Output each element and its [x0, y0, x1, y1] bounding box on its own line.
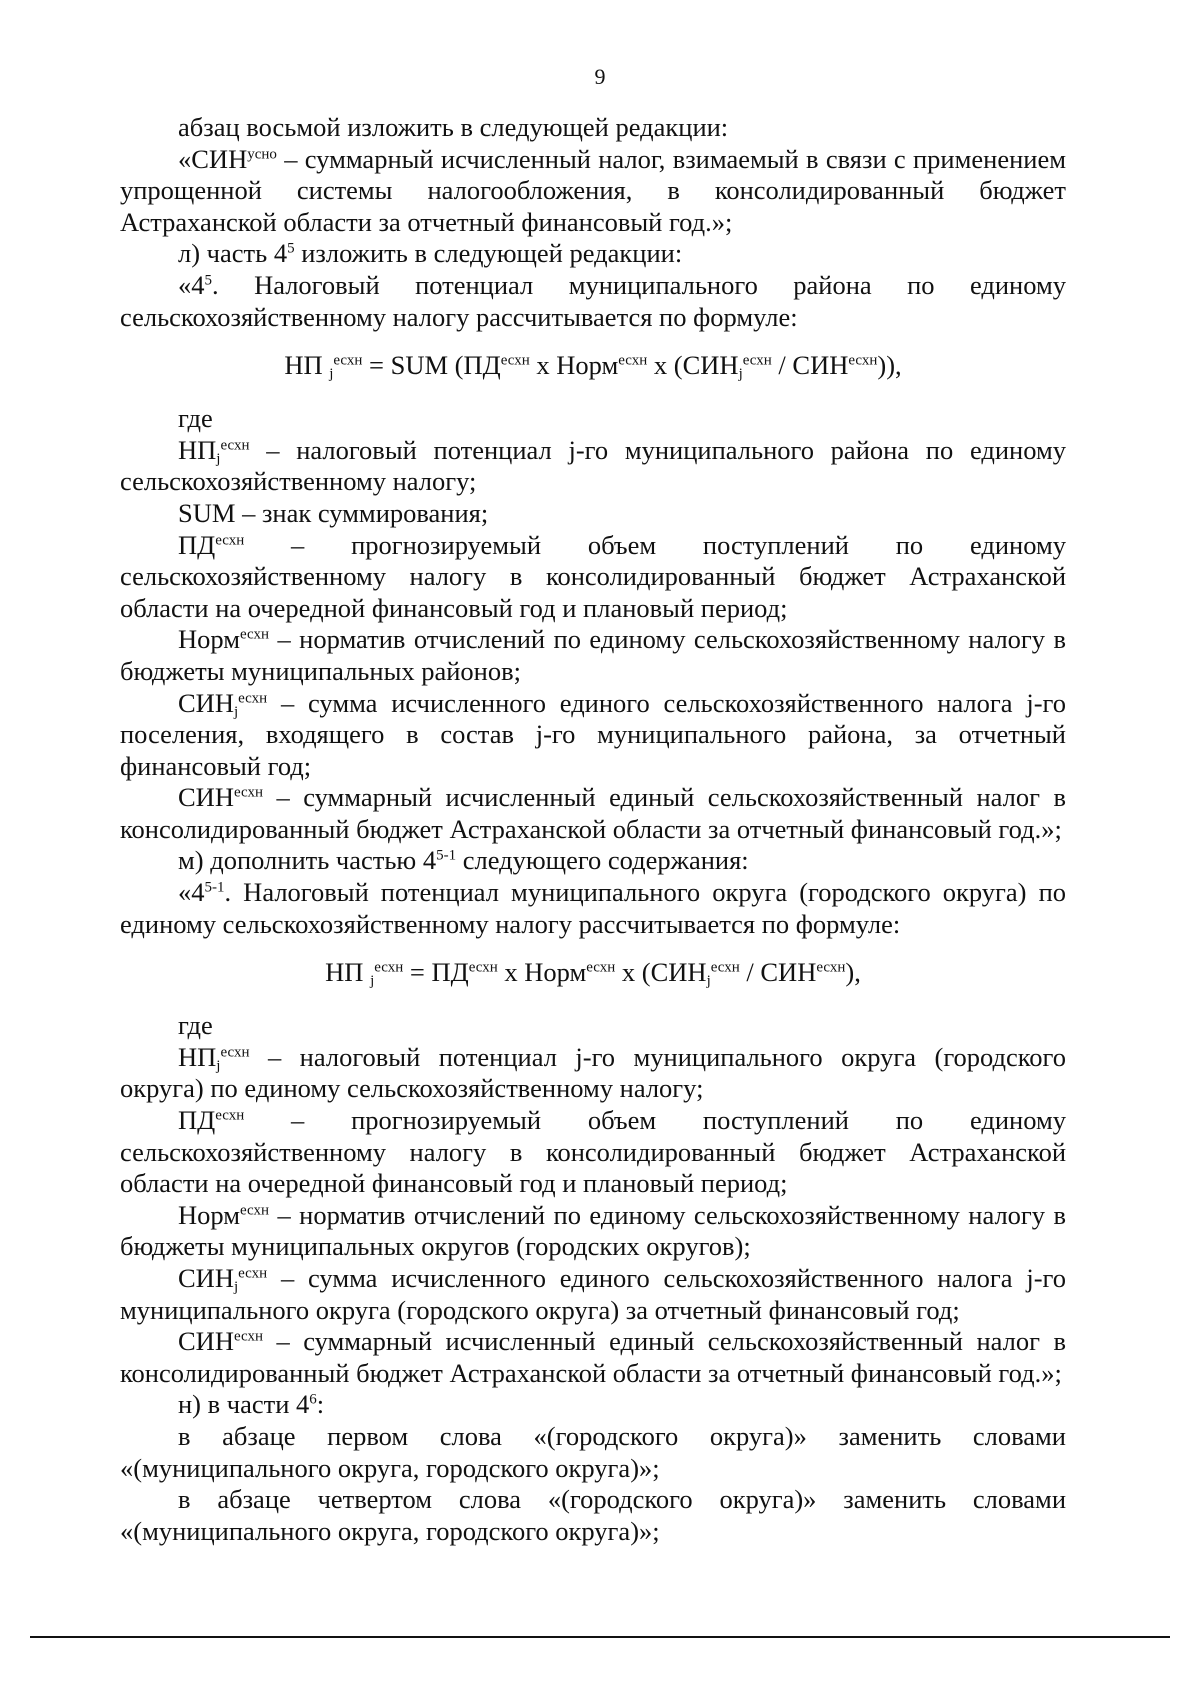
text: Норм — [178, 624, 241, 655]
formula-text: / СИН — [739, 957, 817, 988]
text: – суммарный исчисленный налог, взимаемый в связи с применением упрощенной системы налогообложения, в консолидированный бюджет Астраханской области за отчетный финансовый год.»; — [120, 143, 1066, 237]
definition-pd-okrug — [120, 1105, 1066, 1200]
text: СИН — [178, 687, 234, 718]
definition-np-okrug — [120, 1042, 1066, 1105]
text: . Налоговый потенциал муниципального района по единому сельскохозяйственному налогу рассчитывается по формуле: — [120, 269, 1066, 332]
text: . Налоговый потенциал муниципального округа (городского округа) по единому сельскохозяйственному налогу рассчитывается по формуле: — [120, 877, 1066, 939]
text: СИН — [178, 1263, 234, 1293]
paragraph-part-4-5 — [120, 270, 1066, 333]
text: л) часть 4 — [178, 238, 288, 269]
where-label — [120, 1010, 1066, 1042]
superscript: есхн — [238, 1265, 268, 1282]
definition-sinj-okrug — [120, 1263, 1066, 1326]
superscript: есхн — [500, 352, 530, 369]
formula-text: х (СИН — [647, 350, 739, 381]
formula-1 — [120, 345, 1066, 385]
superscript: 5 — [204, 272, 212, 289]
superscript: есхн — [233, 1328, 263, 1345]
subscript: j — [706, 973, 711, 989]
text: где — [178, 403, 213, 434]
paragraph-item-n — [120, 1389, 1066, 1421]
definition-sum — [120, 498, 1066, 530]
text: в абзаце первом слова «(городского округа)» заменить словами «(муниципального округа, городского округа)»; — [120, 1420, 1066, 1483]
subscript: j — [216, 450, 221, 467]
text: НП — [178, 1041, 217, 1072]
superscript: есхн — [215, 1107, 245, 1124]
formula-text: х Норм — [497, 957, 587, 988]
text: – прогнозируемый объем поступлений по единому сельскохозяйственному налогу в консолидированный бюджет Астраханской области на очередной финансовый год и плановый период; — [120, 1105, 1066, 1199]
superscript: есхн — [333, 352, 363, 369]
subscript: j — [216, 1057, 221, 1074]
text: «СИН — [178, 143, 248, 174]
superscript: есхн — [215, 531, 245, 548]
text: – налоговый потенциал j-го муниципального района по единому сельскохозяйственному налогу; — [120, 434, 1066, 497]
text: СИН — [178, 782, 234, 813]
definition-norm-okrug — [120, 1200, 1066, 1263]
text: : — [316, 1389, 325, 1420]
text: – прогнозируемый объем поступлений по единому сельскохозяйственному налогу в консолидированный бюджет Астраханской области на очередной финансовый год и плановый период; — [120, 529, 1066, 623]
superscript: есхн — [618, 352, 648, 369]
formula-text: НП — [284, 350, 330, 381]
superscript: есхн — [238, 689, 268, 706]
where-label — [120, 403, 1066, 435]
superscript: есхн — [374, 959, 404, 976]
text: – сумма исчисленного единого сельскохозяйственного налога j-го муниципального округа (городского округа) за отчетный финансовый год; — [120, 1263, 1066, 1325]
superscript: 6 — [309, 1391, 317, 1408]
paragraph-sin-usno — [120, 144, 1066, 239]
definition-norm — [120, 624, 1066, 687]
formula-text: = SUM (ПД — [362, 350, 501, 381]
text: абзац восьмой изложить в следующей редакции: — [178, 112, 729, 142]
superscript: 5-1 — [204, 879, 225, 896]
text: изложить в следующей редакции: — [294, 238, 683, 269]
formula-text: ), — [845, 957, 861, 988]
text: – норматив отчислений по единому сельскохозяйственному налогу в бюджеты муниципальных районов; — [120, 624, 1066, 686]
subscript: j — [233, 1278, 239, 1295]
text: «4 — [178, 877, 205, 908]
superscript: есхн — [816, 959, 846, 976]
superscript: есхн — [848, 352, 878, 369]
text: – сумма исчисленного единого сельскохозяйственного налога j-го поселения, входящего в состав j-го муниципального района, за отчетный финансовый год; — [120, 687, 1066, 781]
text: в абзаце четвертом слова «(городского округа)» заменить словами «(муниципального округа, городского округа)»; — [120, 1484, 1066, 1546]
text: СИН — [178, 1326, 234, 1357]
superscript: есхн — [742, 352, 772, 369]
footer-divider — [30, 1636, 1170, 1638]
paragraph-fourth-abzac — [120, 1484, 1066, 1547]
text: НП — [178, 434, 217, 465]
formula-text: НП — [325, 957, 371, 988]
text: – суммарный исчисленный единый сельскохозяйственный налог в консолидированный бюджет Астраханской области за отчетный финансовый год.»; — [120, 782, 1066, 844]
text: ПД — [178, 529, 216, 560]
definition-sin — [120, 782, 1066, 845]
subscript: j — [329, 365, 334, 382]
superscript: усно — [247, 145, 277, 162]
text: м) дополнить частью 4 — [178, 845, 437, 876]
paragraph-item-m — [120, 845, 1066, 877]
formula-text: х (СИН — [615, 957, 707, 988]
text: Норм — [178, 1199, 241, 1230]
formula-text: / СИН — [771, 350, 849, 381]
formula-2 — [120, 952, 1066, 992]
superscript: есхн — [220, 1044, 250, 1061]
superscript: есхн — [220, 437, 250, 453]
subscript: j — [370, 973, 375, 989]
text: ПД — [178, 1105, 216, 1136]
paragraph-part-4-5-1 — [120, 877, 1066, 940]
definition-np — [120, 435, 1066, 498]
formula-text: )), — [877, 350, 902, 381]
text: н) в части 4 — [178, 1389, 310, 1420]
superscript: есхн — [233, 784, 263, 801]
definition-sin-okrug — [120, 1326, 1066, 1389]
page-number: 9 — [594, 64, 606, 89]
superscript: есхн — [468, 959, 498, 976]
superscript: 5 — [287, 240, 295, 257]
paragraph-first-abzac — [120, 1421, 1066, 1484]
formula-text: = ПД — [403, 957, 469, 988]
text: – налоговый потенциал j-го муниципального округа (городского округа) по единому сельскохозяйственному налогу; — [120, 1041, 1066, 1104]
text: – норматив отчислений по единому сельскохозяйственному налогу в бюджеты муниципальных округов (городских округов); — [120, 1199, 1066, 1262]
subscript: j — [738, 365, 743, 382]
subscript: j — [233, 703, 239, 720]
superscript: есхн — [240, 626, 270, 643]
document-body — [120, 112, 1066, 1547]
paragraph-intro — [120, 112, 1066, 144]
definition-pd — [120, 530, 1066, 625]
superscript: есхн — [240, 1202, 270, 1219]
paragraph-item-l — [120, 238, 1066, 270]
superscript: есхн — [710, 959, 740, 976]
text: где — [178, 1010, 213, 1041]
definition-sinj — [120, 688, 1066, 783]
superscript: 5-1 — [436, 847, 457, 864]
superscript: есхн — [586, 959, 616, 976]
formula-text: х Норм — [529, 350, 619, 381]
text: SUM – знак суммирования; — [178, 497, 489, 528]
text: следующего содержания: — [456, 845, 749, 876]
text: – суммарный исчисленный единый сельскохозяйственный налог в консолидированный бюджет Астраханской области за отчетный финансовый год.»; — [120, 1326, 1066, 1388]
text: «4 — [178, 269, 205, 300]
